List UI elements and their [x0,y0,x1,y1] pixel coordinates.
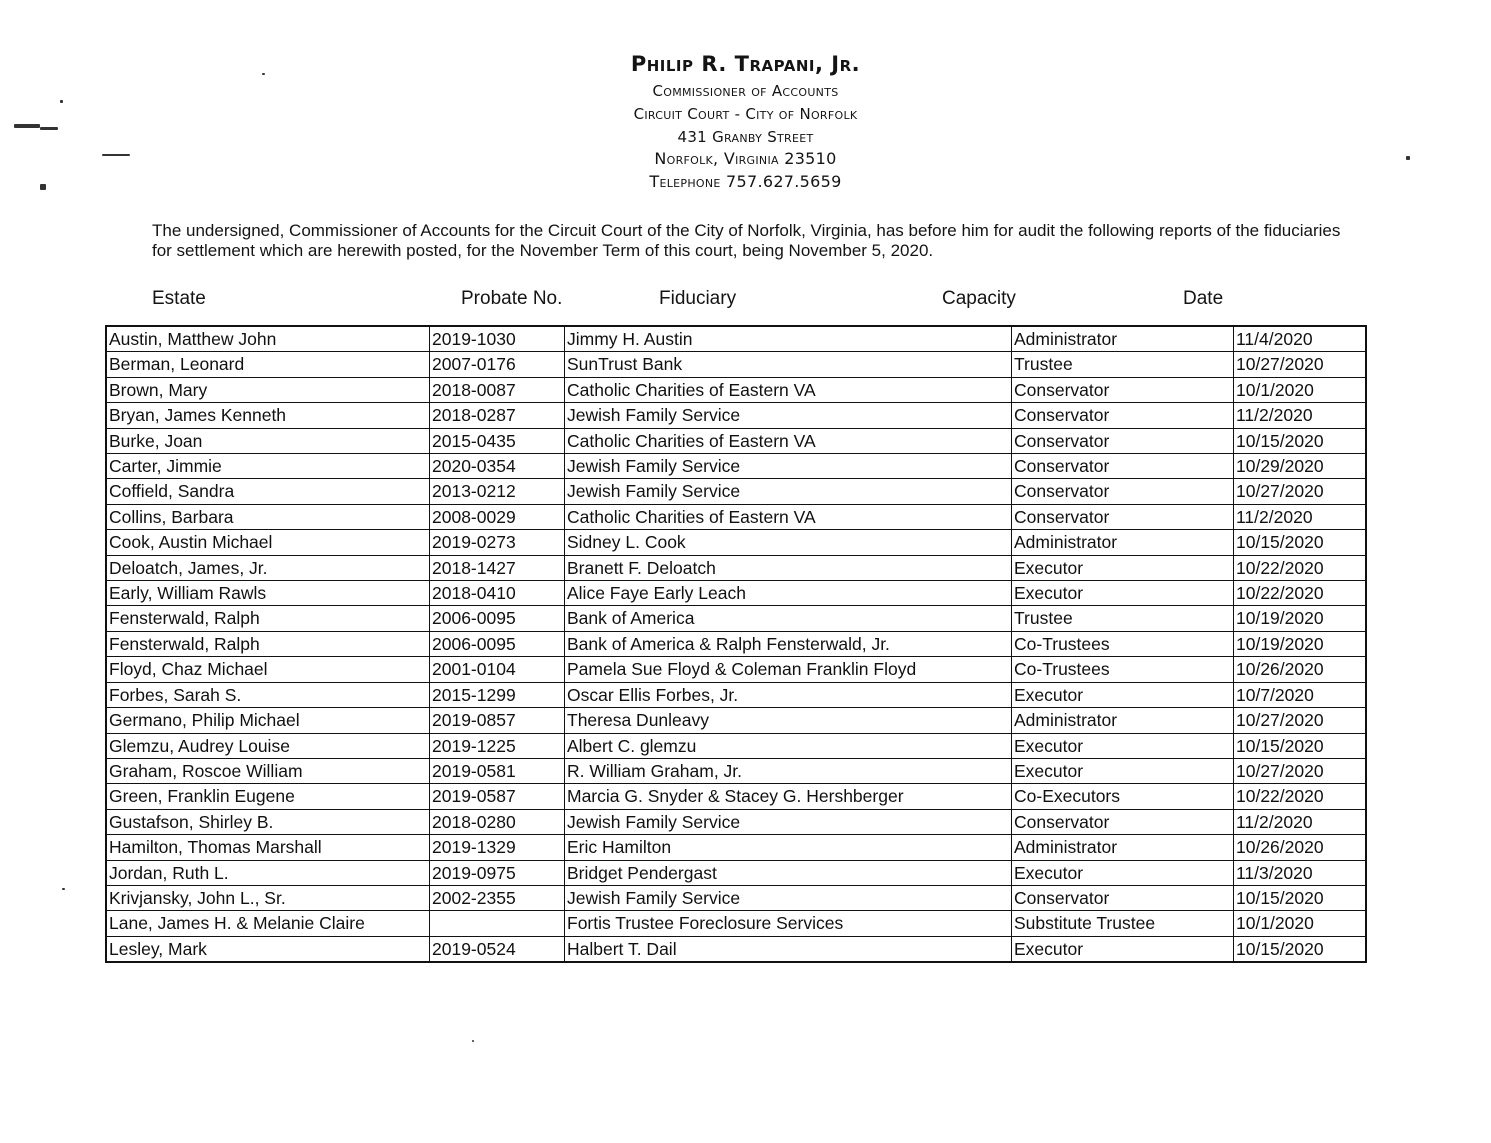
capacity-cell: Executor [1012,581,1234,606]
fiduciary-cell: Bank of America & Ralph Fensterwald, Jr. [565,631,1012,656]
estate-cell: Hamilton, Thomas Marshall [106,835,430,860]
table-row [106,377,1366,402]
date-cell: 11/2/2020 [1234,403,1367,428]
probate-number-cell [430,911,565,936]
probate-number-cell: 2015-0435 [430,428,565,453]
capacity-cell: Executor [1012,758,1234,783]
probate-number-cell: 2018-0287 [430,403,565,428]
estate-cell: Cook, Austin Michael [106,530,430,555]
capacity-cell: Co-Trustees [1012,631,1234,656]
probate-number-cell: 2018-0087 [430,377,565,402]
date-cell: 10/1/2020 [1234,911,1367,936]
probate-number-cell: 2019-1030 [430,326,565,352]
probate-number-cell: 2018-0280 [430,809,565,834]
fiduciary-cell: Catholic Charities of Eastern VA [565,504,1012,529]
probate-number-cell: 2006-0095 [430,631,565,656]
estate-cell: Fensterwald, Ralph [106,631,430,656]
date-cell: 10/15/2020 [1234,885,1367,910]
estate-cell: Fensterwald, Ralph [106,606,430,631]
fiduciary-cell: Jewish Family Service [565,403,1012,428]
capacity-cell: Conservator [1012,428,1234,453]
date-cell: 10/15/2020 [1234,428,1367,453]
street-address: 431 Granby Street [677,128,814,146]
estate-cell: Coffield, Sandra [106,479,430,504]
estate-cell: Burke, Joan [106,428,430,453]
probate-number-cell: 2008-0029 [430,504,565,529]
estate-cell: Krivjansky, John L., Sr. [106,885,430,910]
fiduciary-cell: SunTrust Bank [565,352,1012,377]
probate-number-cell: 2018-1427 [430,555,565,580]
date-cell: 10/7/2020 [1234,682,1367,707]
table-row [106,581,1366,606]
intro-paragraph: The undersigned, Commissioner of Accounts for the Circuit Court of the City of Norfolk, Virginia, has before him for audit the following reports of the fiduciaries for settlement which are herewith posted, for the November Term of this court, being November 5, 2020. [152,221,1341,260]
date-cell: 10/27/2020 [1234,352,1367,377]
column-header-date: Date [1183,288,1224,309]
capacity-cell: Administrator [1012,835,1234,860]
fiduciary-reports-table [105,325,1367,963]
table-row [106,326,1366,352]
commissioner-name: Philip R. Trapani, Jr. [630,52,861,76]
probate-number-cell: 2019-0975 [430,860,565,885]
estate-cell: Germano, Philip Michael [106,708,430,733]
capacity-cell: Trustee [1012,352,1234,377]
table-row [106,555,1366,580]
date-cell: 11/4/2020 [1234,326,1367,352]
fiduciary-cell: Branett F. Deloatch [565,555,1012,580]
probate-number-cell: 2002-2355 [430,885,565,910]
estate-cell: Forbes, Sarah S. [106,682,430,707]
estate-cell: Gustafson, Shirley B. [106,809,430,834]
table-row [106,454,1366,479]
capacity-cell: Conservator [1012,885,1234,910]
fiduciary-cell: Oscar Ellis Forbes, Jr. [565,682,1012,707]
telephone: Telephone 757.627.5659 [649,172,842,191]
fiduciary-cell: Catholic Charities of Eastern VA [565,377,1012,402]
date-cell: 10/27/2020 [1234,758,1367,783]
fiduciary-cell: Alice Faye Early Leach [565,581,1012,606]
column-header-estate: Estate [152,288,206,309]
date-cell: 10/19/2020 [1234,606,1367,631]
table-row [106,479,1366,504]
table-row [106,682,1366,707]
estate-cell: Green, Franklin Eugene [106,784,430,809]
estate-cell: Berman, Leonard [106,352,430,377]
estate-cell: Lane, James H. & Melanie Claire [106,911,430,936]
probate-number-cell: 2018-0410 [430,581,565,606]
capacity-cell: Executor [1012,682,1234,707]
probate-number-cell: 2019-0587 [430,784,565,809]
fiduciary-cell: Pamela Sue Floyd & Coleman Franklin Floyd [565,657,1012,682]
estate-cell: Floyd, Chaz Michael [106,657,430,682]
capacity-cell: Executor [1012,860,1234,885]
fiduciary-cell: Halbert T. Dail [565,936,1012,962]
probate-number-cell: 2006-0095 [430,606,565,631]
fiduciary-cell: Marcia G. Snyder & Stacey G. Hershberger [565,784,1012,809]
table-row [106,936,1366,962]
column-header-fiduciary: Fiduciary [659,288,737,309]
estate-cell: Lesley, Mark [106,936,430,962]
date-cell: 10/22/2020 [1234,581,1367,606]
capacity-cell: Executor [1012,555,1234,580]
table-row [106,885,1366,910]
probate-number-cell: 2013-0212 [430,479,565,504]
date-cell: 10/22/2020 [1234,555,1367,580]
table-row [106,352,1366,377]
date-cell: 10/15/2020 [1234,530,1367,555]
estate-cell: Graham, Roscoe William [106,758,430,783]
fiduciary-cell: Jimmy H. Austin [565,326,1012,352]
table-row [106,606,1366,631]
probate-number-cell: 2019-0524 [430,936,565,962]
estate-cell: Austin, Matthew John [106,326,430,352]
date-cell: 10/29/2020 [1234,454,1367,479]
fiduciary-cell: Eric Hamilton [565,835,1012,860]
date-cell: 10/1/2020 [1234,377,1367,402]
probate-number-cell: 2020-0354 [430,454,565,479]
table-body [106,326,1366,962]
fiduciary-cell: Jewish Family Service [565,479,1012,504]
capacity-cell: Executor [1012,733,1234,758]
column-header-capacity: Capacity [942,288,1016,309]
capacity-cell: Co-Executors [1012,784,1234,809]
capacity-cell: Co-Trustees [1012,657,1234,682]
city-state-zip: Norfolk, Virginia 23510 [654,149,837,168]
table-row [106,403,1366,428]
capacity-cell: Conservator [1012,809,1234,834]
fiduciary-cell: Jewish Family Service [565,809,1012,834]
capacity-cell: Administrator [1012,326,1234,352]
date-cell: 10/22/2020 [1234,784,1367,809]
capacity-cell: Trustee [1012,606,1234,631]
table-row [106,758,1366,783]
capacity-cell: Substitute Trustee [1012,911,1234,936]
table-row [106,860,1366,885]
probate-number-cell: 2007-0176 [430,352,565,377]
probate-number-cell: 2019-0581 [430,758,565,783]
estate-cell: Glemzu, Audrey Louise [106,733,430,758]
probate-number-cell: 2019-0273 [430,530,565,555]
table-row [106,708,1366,733]
capacity-cell: Conservator [1012,377,1234,402]
fiduciary-cell: Theresa Dunleavy [565,708,1012,733]
capacity-cell: Conservator [1012,479,1234,504]
table-row [106,911,1366,936]
fiduciary-cell: Bank of America [565,606,1012,631]
table-row [106,733,1366,758]
estate-cell: Carter, Jimmie [106,454,430,479]
date-cell: 10/26/2020 [1234,835,1367,860]
table-row [106,657,1366,682]
capacity-cell: Conservator [1012,454,1234,479]
capacity-cell: Executor [1012,936,1234,962]
date-cell: 10/15/2020 [1234,733,1367,758]
table-row [106,835,1366,860]
fiduciary-cell: Jewish Family Service [565,885,1012,910]
date-cell: 11/2/2020 [1234,809,1367,834]
fiduciary-cell: Albert C. glemzu [565,733,1012,758]
date-cell: 10/27/2020 [1234,479,1367,504]
capacity-cell: Conservator [1012,403,1234,428]
table-row [106,504,1366,529]
date-cell: 10/26/2020 [1234,657,1367,682]
estate-cell: Brown, Mary [106,377,430,402]
estate-cell: Early, William Rawls [106,581,430,606]
capacity-cell: Administrator [1012,530,1234,555]
capacity-cell: Administrator [1012,708,1234,733]
date-cell: 10/27/2020 [1234,708,1367,733]
column-header-probate: Probate No. [461,288,563,309]
fiduciary-cell: Bridget Pendergast [565,860,1012,885]
probate-number-cell: 2015-1299 [430,682,565,707]
table-row [106,809,1366,834]
table-row [106,631,1366,656]
date-cell: 11/3/2020 [1234,860,1367,885]
commissioner-title: Commissioner of Accounts [652,82,839,100]
fiduciary-cell: Sidney L. Cook [565,530,1012,555]
estate-cell: Jordan, Ruth L. [106,860,430,885]
fiduciary-cell: Jewish Family Service [565,454,1012,479]
date-cell: 10/15/2020 [1234,936,1367,962]
estate-cell: Collins, Barbara [106,504,430,529]
table-row [106,428,1366,453]
capacity-cell: Conservator [1012,504,1234,529]
probate-number-cell: 2001-0104 [430,657,565,682]
probate-number-cell: 2019-0857 [430,708,565,733]
fiduciary-cell: Catholic Charities of Eastern VA [565,428,1012,453]
court-name: Circuit Court - City of Norfolk [633,105,858,123]
estate-cell: Bryan, James Kenneth [106,403,430,428]
estate-cell: Deloatch, James, Jr. [106,555,430,580]
probate-number-cell: 2019-1225 [430,733,565,758]
date-cell: 10/19/2020 [1234,631,1367,656]
fiduciary-cell: Fortis Trustee Foreclosure Services [565,911,1012,936]
probate-number-cell: 2019-1329 [430,835,565,860]
date-cell: 11/2/2020 [1234,504,1367,529]
fiduciary-cell: R. William Graham, Jr. [565,758,1012,783]
table-row [106,784,1366,809]
table-row [106,530,1366,555]
